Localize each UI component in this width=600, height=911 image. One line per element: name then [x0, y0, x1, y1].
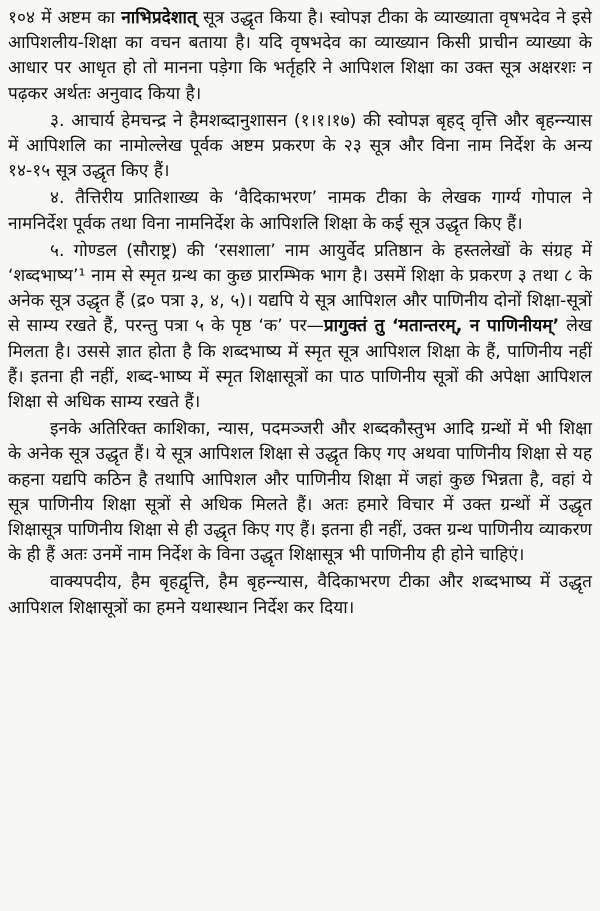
paragraph-item-4	[8, 186, 592, 236]
paragraph-item-3	[8, 109, 592, 185]
paragraph-text: वाक्यपदीय, हैम बृहद्वृत्ति, हैम बृहन्न्यास, वैदिकाभरण टीका और शब्दभाष्य में उद्धृत आपिशल शिक्षासूत्रों का हमने यथास्थान निर्देश कर दिया।	[8, 572, 592, 618]
paragraph-text: ३. आचार्य हेमचन्द्र ने हैमशब्दानुशासन (१।१।१७) की स्वोपज्ञ बृहद् वृत्ति और बृहन्न्यास में आपिशलि का नामोल्लेख पूर्वक अष्टम प्रकरण के २३ सूत्र और विना नाम निर्देश के अन्य १४-१५ सूत्र उद्धृत किए हैं।	[8, 110, 592, 182]
paragraph-text: इनके अतिरिक्त काशिका, न्यास, पदमञ्जरी और शब्दकौस्तुभ आदि ग्रन्थों में भी शिक्षा के अनेक सूत्र उद्धृत हैं। ये सूत्र आपिशल शिक्षा से उद्धृत किए गए अथवा पाणिनीय शिक्षा से यह कहना यद्यपि कठिन है तथापि आपिशल और पाणिनीय शिक्षा में जहां कुछ भिन्नता है, वहां ये सूत्र पाणिनीय शिक्षा सूत्रों से अधिक मिलते हैं। अतः हमारे विचार में उक्त ग्रन्थों में उद्धृत शिक्षासूत्र पाणिनीय शिक्षा से ही उद्धृत किए गए हैं। इतना ही नहीं, उक्त ग्रन्थ पाणिनीय व्याकरण के ही हैं अतः उनमें नाम निर्देश के विना उद्धृत शिक्षासूत्र भी पाणिनीय ही होने चाहिएं।	[8, 419, 592, 566]
quoted-sutra-bold: नाभिप्रदेशात्	[121, 8, 197, 28]
paragraph-text: ४. तैत्तिरीय प्रातिशाख्य के ‘वैदिकाभरण’ नामक टीका के लेखक गार्ग्य गोपाल ने नामनिर्देश पूर्वक तथा विना नामनिर्देश के आपिशलि शिक्षा के कई सूत्र उद्धृत किए हैं।	[8, 188, 592, 234]
paragraph-conclusion	[8, 570, 592, 620]
paragraph-continuation	[8, 6, 592, 107]
paragraph-item-5	[8, 239, 592, 415]
paragraph-text: ५. गोण्डल (सौराष्ट्र) की ‘रसशाला’ नाम आयुर्वेद प्रतिष्ठान के हस्तलेखों के संग्रह में ‘शब्दभाष्य’¹ नाम से स्मृत ग्रन्थ का कुछ प्रारम्भिक भाग है। उसमें शिक्षा के प्रकरण ३ तथा ८ के अनेक सूत्र उद्धृत हैं (द्र० पत्रा ३, ४, ५)। यद्यपि ये सूत्र आपिशल और पाणिनीय दोनों शिक्षा-सूत्रों से साम्य रखते हैं, परन्तु पत्रा ५ के पृष्ठ ‘क’ पर—	[8, 240, 592, 337]
paragraph-text: सूत्र उद्धृत किया है। स्वोपज्ञ टीका के व्याख्याता वृषभदेव ने इसे आपिशलीय-शिक्षा का वचन बताया है। यदि वृषभदेव का व्याख्यान किसी प्राचीन व्याख्या के आधार पर आधृत हो तो मानना पड़ेगा कि भर्तृहरि ने आपिशल शिक्षा का उक्त सूत्र अक्षरशः न पढ़कर अर्थतः अनुवाद किया है।	[8, 8, 592, 104]
quoted-phrase-bold: प्रागुक्तं तु ‘मतान्तरम्, न पाणिनीयम्’	[323, 316, 560, 337]
paragraph-text: १०४ में अष्टम का	[8, 8, 122, 28]
paragraph-text: लेख मिलता है। उससे ज्ञात होता है कि शब्दभाष्य में स्मृत सूत्र आपिशल शिक्षा के हैं, पाणिनीय नहीं हैं। इतना ही नहीं, शब्द-भाष्य में स्मृत शिक्षासूत्रों का पाठ पाणिनीय सूत्रों की अपेक्षा आपिशल शिक्षा से अधिक साम्य रखते हैं।	[8, 316, 593, 413]
paragraph-additional-sources	[8, 417, 592, 568]
